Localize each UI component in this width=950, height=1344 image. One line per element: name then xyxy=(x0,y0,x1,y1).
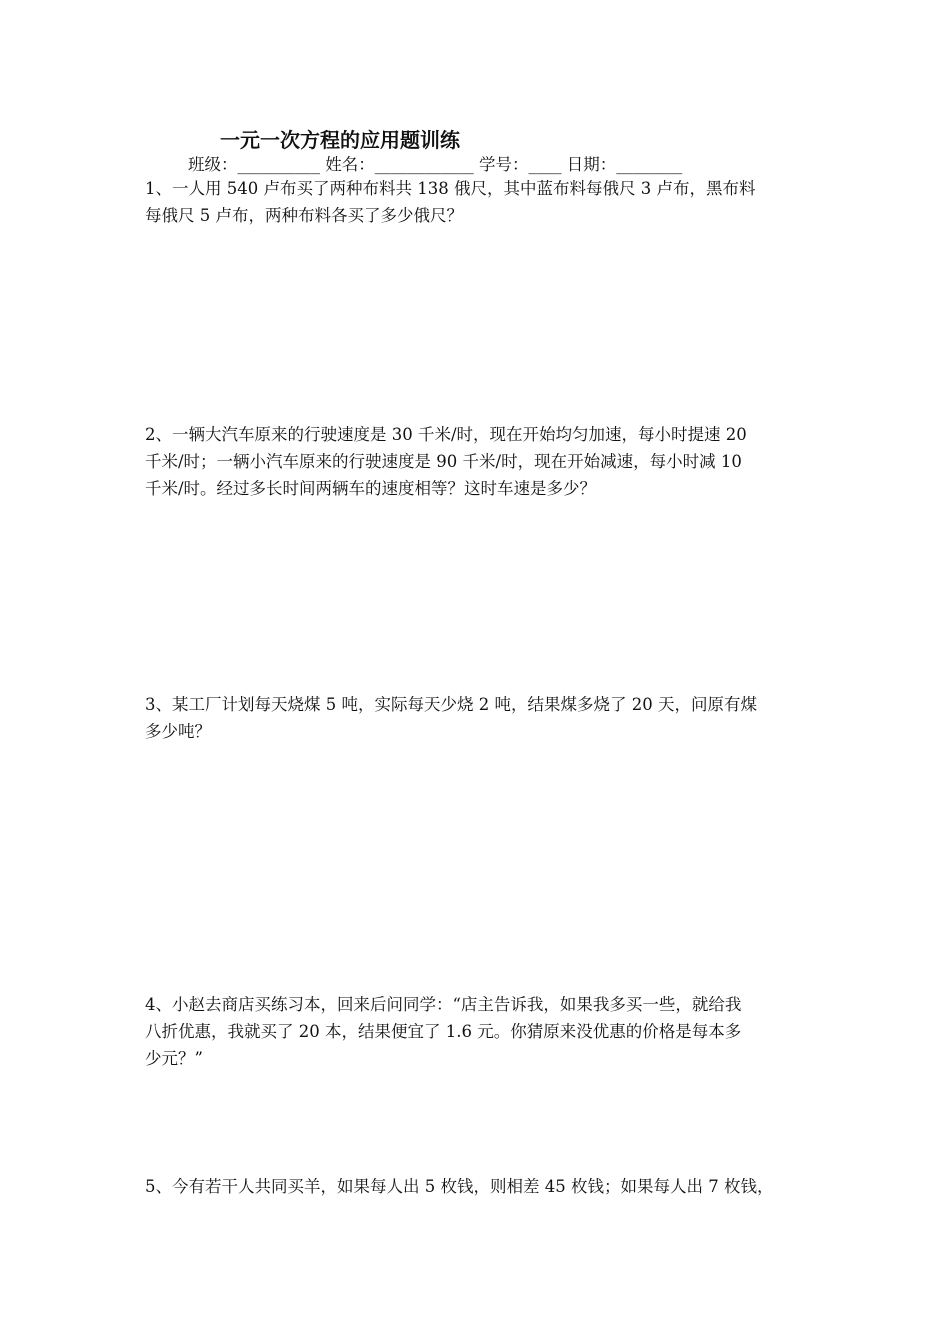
question-1 xyxy=(145,175,811,229)
student-id-label: 学号： xyxy=(473,155,529,174)
question-line: 4、小赵去商店买练习本，回来后问同学：“店主告诉我，如果我多买一些，就给我 xyxy=(145,995,742,1014)
question-line: 每俄尺 5 卢布，两种布料各买了多少俄尺？ xyxy=(145,206,463,225)
question-line: 少元？” xyxy=(145,1049,203,1068)
question-line: 2、一辆大汽车原来的行驶速度是 30 千米/时，现在开始均匀加速，每小时提速 20 xyxy=(145,425,747,444)
question-3 xyxy=(145,691,811,745)
question-line: 千米/时；一辆小汽车原来的行驶速度是 90 千米/时，现在开始减速，每小时减 10 xyxy=(145,452,742,471)
question-line: 5、今有若干人共同买羊，如果每人出 5 枚钱，则相差 45 枚钱；如果每人出 7 枚钱， xyxy=(145,1177,774,1196)
student-id-blank: ____ xyxy=(528,155,562,174)
question-line: 1、一人用 540 卢布买了两种布料共 138 俄尺，其中蓝布料每俄尺 3 卢布，黑布料 xyxy=(145,179,756,198)
name-blank: ____________ xyxy=(374,155,474,174)
question-line: 3、某工厂计划每天烧煤 5 吨，实际每天少烧 2 吨，结果煤多烧了 20 天，问原有煤 xyxy=(145,695,757,714)
page-title: 一元一次方程的应用题训练 xyxy=(220,128,460,152)
student-info-line xyxy=(188,151,682,175)
name-label: 姓名： xyxy=(320,155,375,174)
question-line: 千米/时。经过多长时间两辆车的速度相等？这时车速是多少？ xyxy=(145,479,597,498)
class-blank: __________ xyxy=(237,155,320,174)
question-2 xyxy=(145,421,811,502)
date-label: 日期： xyxy=(561,155,617,174)
date-blank: ________ xyxy=(616,155,683,174)
question-line: 多少吨？ xyxy=(145,722,211,741)
question-line: 八折优惠，我就买了 20 本，结果便宜了 1.6 元。你猜原来没优惠的价格是每本多 xyxy=(145,1022,742,1041)
class-label: 班级： xyxy=(188,155,238,174)
question-5 xyxy=(145,1173,811,1200)
question-4 xyxy=(145,991,811,1072)
